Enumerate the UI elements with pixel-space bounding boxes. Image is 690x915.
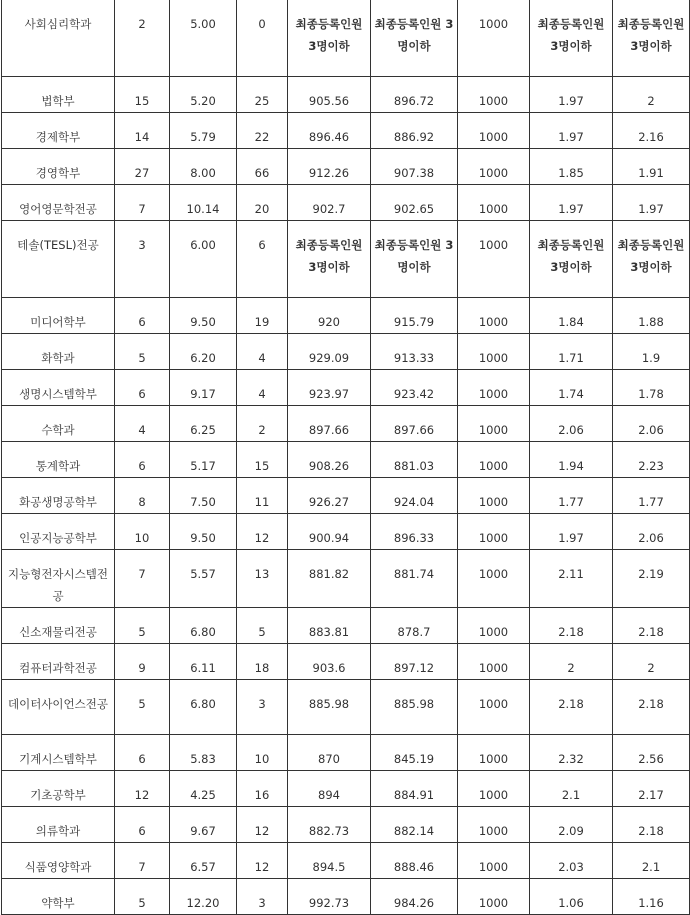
final-max-grade-cell: 2.18 [613,807,690,843]
final-max-grade-cell: 2.18 [613,608,690,644]
table-row [2,644,690,680]
score-scale-cell: 1000 [458,514,530,550]
final-avg-score-cell: 최종등록인원 3명이하 [288,221,371,298]
final-max-grade-cell: 2.56 [613,735,690,771]
score-scale-cell: 1000 [458,298,530,334]
competition-rate-cell: 12.20 [170,879,237,915]
table-row [2,0,690,77]
final-max-grade-cell: 2.19 [613,550,690,608]
waitlist-rank-cell: 6 [237,221,288,298]
final-avg-grade-cell: 2.11 [530,550,613,608]
recruit-count-cell: 6 [115,442,170,478]
waitlist-rank-cell: 20 [237,185,288,221]
table-row [2,113,690,149]
competition-rate-cell: 9.67 [170,807,237,843]
final-min-score-cell: 896.33 [371,514,458,550]
final-max-grade-cell: 1.77 [613,478,690,514]
final-min-score-cell: 최종등록인원 3명이하 [371,221,458,298]
table-row [2,807,690,843]
competition-rate-cell: 7.50 [170,478,237,514]
department-name-cell: 의류학과 [2,807,115,843]
final-avg-grade-cell: 2.03 [530,843,613,879]
score-scale-cell: 1000 [458,879,530,915]
score-scale-cell: 1000 [458,334,530,370]
recruit-count-cell: 4 [115,406,170,442]
final-min-score-cell: 881.74 [371,550,458,608]
final-min-score-cell: 888.46 [371,843,458,879]
competition-rate-cell: 5.00 [170,0,237,77]
final-avg-grade-cell: 1.97 [530,514,613,550]
final-avg-score-cell: 894 [288,771,371,807]
score-scale-cell: 1000 [458,644,530,680]
score-scale-cell: 1000 [458,370,530,406]
final-avg-score-cell: 926.27 [288,478,371,514]
waitlist-rank-cell: 19 [237,298,288,334]
final-avg-grade-cell: 1.85 [530,149,613,185]
waitlist-rank-cell: 2 [237,406,288,442]
final-max-grade-cell: 2.18 [613,680,690,735]
waitlist-rank-cell: 3 [237,680,288,735]
recruit-count-cell: 8 [115,478,170,514]
final-min-score-cell: 최종등록인원 3명이하 [371,0,458,77]
table-row [2,406,690,442]
waitlist-rank-cell: 18 [237,644,288,680]
recruit-count-cell: 5 [115,680,170,735]
final-min-score-cell: 902.65 [371,185,458,221]
table-body [2,0,690,915]
table-row [2,735,690,771]
final-min-score-cell: 884.91 [371,771,458,807]
final-avg-grade-cell: 2.09 [530,807,613,843]
recruit-count-cell: 12 [115,771,170,807]
waitlist-rank-cell: 16 [237,771,288,807]
competition-rate-cell: 6.11 [170,644,237,680]
score-scale-cell: 1000 [458,771,530,807]
table-row [2,77,690,113]
department-name-cell: 지능형전자시스템전공 [2,550,115,608]
final-min-score-cell: 924.04 [371,478,458,514]
recruit-count-cell: 6 [115,370,170,406]
department-name-cell: 화학과 [2,334,115,370]
final-min-score-cell: 923.42 [371,370,458,406]
final-min-score-cell: 881.03 [371,442,458,478]
department-name-cell: 경제학부 [2,113,115,149]
table-row [2,843,690,879]
score-scale-cell: 1000 [458,843,530,879]
competition-rate-cell: 6.00 [170,221,237,298]
final-avg-score-cell: 903.6 [288,644,371,680]
department-name-cell: 사회심리학과 [2,0,115,77]
score-scale-cell: 1000 [458,807,530,843]
final-min-score-cell: 913.33 [371,334,458,370]
final-max-grade-cell: 1.91 [613,149,690,185]
final-max-grade-cell: 2 [613,644,690,680]
final-min-score-cell: 882.14 [371,807,458,843]
waitlist-rank-cell: 5 [237,608,288,644]
final-avg-grade-cell: 최종등록인원 3명이하 [530,221,613,298]
competition-rate-cell: 6.25 [170,406,237,442]
final-avg-grade-cell: 2.32 [530,735,613,771]
score-scale-cell: 1000 [458,149,530,185]
table-row [2,442,690,478]
competition-rate-cell: 5.83 [170,735,237,771]
recruit-count-cell: 27 [115,149,170,185]
department-name-cell: 통계학과 [2,442,115,478]
final-max-grade-cell: 2.17 [613,771,690,807]
final-min-score-cell: 845.19 [371,735,458,771]
department-name-cell: 인공지능공학부 [2,514,115,550]
waitlist-rank-cell: 66 [237,149,288,185]
final-avg-score-cell: 882.73 [288,807,371,843]
department-name-cell: 생명시스템학부 [2,370,115,406]
score-scale-cell: 1000 [458,680,530,735]
recruit-count-cell: 5 [115,334,170,370]
recruit-count-cell: 6 [115,298,170,334]
table-row [2,298,690,334]
final-max-grade-cell: 최종등록인원 3명이하 [613,0,690,77]
department-name-cell: 기계시스템학부 [2,735,115,771]
table-row [2,185,690,221]
competition-rate-cell: 5.20 [170,77,237,113]
final-avg-score-cell: 929.09 [288,334,371,370]
final-avg-score-cell: 992.73 [288,879,371,915]
table-row [2,680,690,735]
department-name-cell: 수학과 [2,406,115,442]
final-avg-grade-cell: 1.84 [530,298,613,334]
final-avg-score-cell: 881.82 [288,550,371,608]
table-row [2,221,690,298]
waitlist-rank-cell: 11 [237,478,288,514]
competition-rate-cell: 4.25 [170,771,237,807]
final-max-grade-cell: 2.1 [613,843,690,879]
final-max-grade-cell: 1.88 [613,298,690,334]
final-max-grade-cell: 최종등록인원 3명이하 [613,221,690,298]
final-avg-grade-cell: 2.18 [530,680,613,735]
waitlist-rank-cell: 3 [237,879,288,915]
department-name-cell: 법학부 [2,77,115,113]
recruit-count-cell: 10 [115,514,170,550]
final-min-score-cell: 907.38 [371,149,458,185]
department-name-cell: 컴퓨터과학전공 [2,644,115,680]
score-scale-cell: 1000 [458,77,530,113]
recruit-count-cell: 5 [115,879,170,915]
department-name-cell: 화공생명공학부 [2,478,115,514]
recruit-count-cell: 2 [115,0,170,77]
final-avg-grade-cell: 1.97 [530,113,613,149]
final-avg-score-cell: 885.98 [288,680,371,735]
final-avg-score-cell: 920 [288,298,371,334]
department-name-cell: 경영학부 [2,149,115,185]
score-scale-cell: 1000 [458,221,530,298]
final-avg-score-cell: 896.46 [288,113,371,149]
final-avg-score-cell: 883.81 [288,608,371,644]
competition-rate-cell: 6.57 [170,843,237,879]
waitlist-rank-cell: 4 [237,370,288,406]
table-row [2,550,690,608]
competition-rate-cell: 9.50 [170,298,237,334]
waitlist-rank-cell: 12 [237,843,288,879]
recruit-count-cell: 7 [115,843,170,879]
final-avg-grade-cell: 2 [530,644,613,680]
competition-rate-cell: 6.80 [170,608,237,644]
competition-rate-cell: 5.79 [170,113,237,149]
recruit-count-cell: 9 [115,644,170,680]
department-name-cell: 미디어학부 [2,298,115,334]
recruit-count-cell: 15 [115,77,170,113]
recruit-count-cell: 6 [115,807,170,843]
table-row [2,149,690,185]
recruit-count-cell: 6 [115,735,170,771]
table-row [2,879,690,915]
final-avg-score-cell: 894.5 [288,843,371,879]
final-max-grade-cell: 2.06 [613,406,690,442]
department-name-cell: 신소재물리전공 [2,608,115,644]
final-min-score-cell: 984.26 [371,879,458,915]
final-avg-score-cell: 900.94 [288,514,371,550]
final-avg-grade-cell: 2.06 [530,406,613,442]
final-avg-grade-cell: 1.97 [530,77,613,113]
final-max-grade-cell: 1.97 [613,185,690,221]
score-scale-cell: 1000 [458,735,530,771]
final-min-score-cell: 896.72 [371,77,458,113]
score-scale-cell: 1000 [458,113,530,149]
final-avg-grade-cell: 1.06 [530,879,613,915]
score-scale-cell: 1000 [458,406,530,442]
final-avg-score-cell: 912.26 [288,149,371,185]
final-min-score-cell: 885.98 [371,680,458,735]
final-avg-grade-cell: 2.18 [530,608,613,644]
final-avg-score-cell: 923.97 [288,370,371,406]
waitlist-rank-cell: 22 [237,113,288,149]
competition-rate-cell: 6.20 [170,334,237,370]
score-scale-cell: 1000 [458,0,530,77]
final-avg-grade-cell: 1.77 [530,478,613,514]
final-avg-score-cell: 908.26 [288,442,371,478]
final-avg-grade-cell: 1.97 [530,185,613,221]
final-avg-grade-cell: 1.74 [530,370,613,406]
score-scale-cell: 1000 [458,185,530,221]
competition-rate-cell: 5.17 [170,442,237,478]
table-row [2,334,690,370]
final-avg-grade-cell: 1.71 [530,334,613,370]
final-max-grade-cell: 1.9 [613,334,690,370]
final-max-grade-cell: 2.06 [613,514,690,550]
final-max-grade-cell: 2.16 [613,113,690,149]
competition-rate-cell: 9.17 [170,370,237,406]
final-min-score-cell: 897.66 [371,406,458,442]
final-avg-score-cell: 870 [288,735,371,771]
final-avg-grade-cell: 2.1 [530,771,613,807]
table-row [2,771,690,807]
final-avg-score-cell: 최종등록인원 3명이하 [288,0,371,77]
final-avg-grade-cell: 최종등록인원 3명이하 [530,0,613,77]
final-max-grade-cell: 1.78 [613,370,690,406]
score-scale-cell: 1000 [458,550,530,608]
competition-rate-cell: 8.00 [170,149,237,185]
recruit-count-cell: 3 [115,221,170,298]
department-name-cell: 기초공학부 [2,771,115,807]
score-scale-cell: 1000 [458,608,530,644]
department-name-cell: 식품영양학과 [2,843,115,879]
table-row [2,370,690,406]
final-avg-score-cell: 897.66 [288,406,371,442]
waitlist-rank-cell: 13 [237,550,288,608]
final-min-score-cell: 886.92 [371,113,458,149]
table-row [2,608,690,644]
admission-results-table [1,0,690,915]
final-min-score-cell: 915.79 [371,298,458,334]
waitlist-rank-cell: 0 [237,0,288,77]
department-name-cell: 영어영문학전공 [2,185,115,221]
final-max-grade-cell: 1.16 [613,879,690,915]
final-min-score-cell: 878.7 [371,608,458,644]
table-row [2,478,690,514]
department-name-cell: 테솔(TESL)전공 [2,221,115,298]
final-min-score-cell: 897.12 [371,644,458,680]
final-avg-score-cell: 902.7 [288,185,371,221]
competition-rate-cell: 10.14 [170,185,237,221]
competition-rate-cell: 9.50 [170,514,237,550]
recruit-count-cell: 14 [115,113,170,149]
competition-rate-cell: 6.80 [170,680,237,735]
final-avg-score-cell: 905.56 [288,77,371,113]
waitlist-rank-cell: 12 [237,514,288,550]
final-avg-grade-cell: 1.94 [530,442,613,478]
recruit-count-cell: 5 [115,608,170,644]
waitlist-rank-cell: 12 [237,807,288,843]
competition-rate-cell: 5.57 [170,550,237,608]
recruit-count-cell: 7 [115,185,170,221]
recruit-count-cell: 7 [115,550,170,608]
department-name-cell: 데이터사이언스전공 [2,680,115,735]
department-name-cell: 약학부 [2,879,115,915]
waitlist-rank-cell: 4 [237,334,288,370]
score-scale-cell: 1000 [458,478,530,514]
waitlist-rank-cell: 25 [237,77,288,113]
final-max-grade-cell: 2.23 [613,442,690,478]
waitlist-rank-cell: 10 [237,735,288,771]
waitlist-rank-cell: 15 [237,442,288,478]
table-row [2,514,690,550]
final-max-grade-cell: 2 [613,77,690,113]
score-scale-cell: 1000 [458,442,530,478]
